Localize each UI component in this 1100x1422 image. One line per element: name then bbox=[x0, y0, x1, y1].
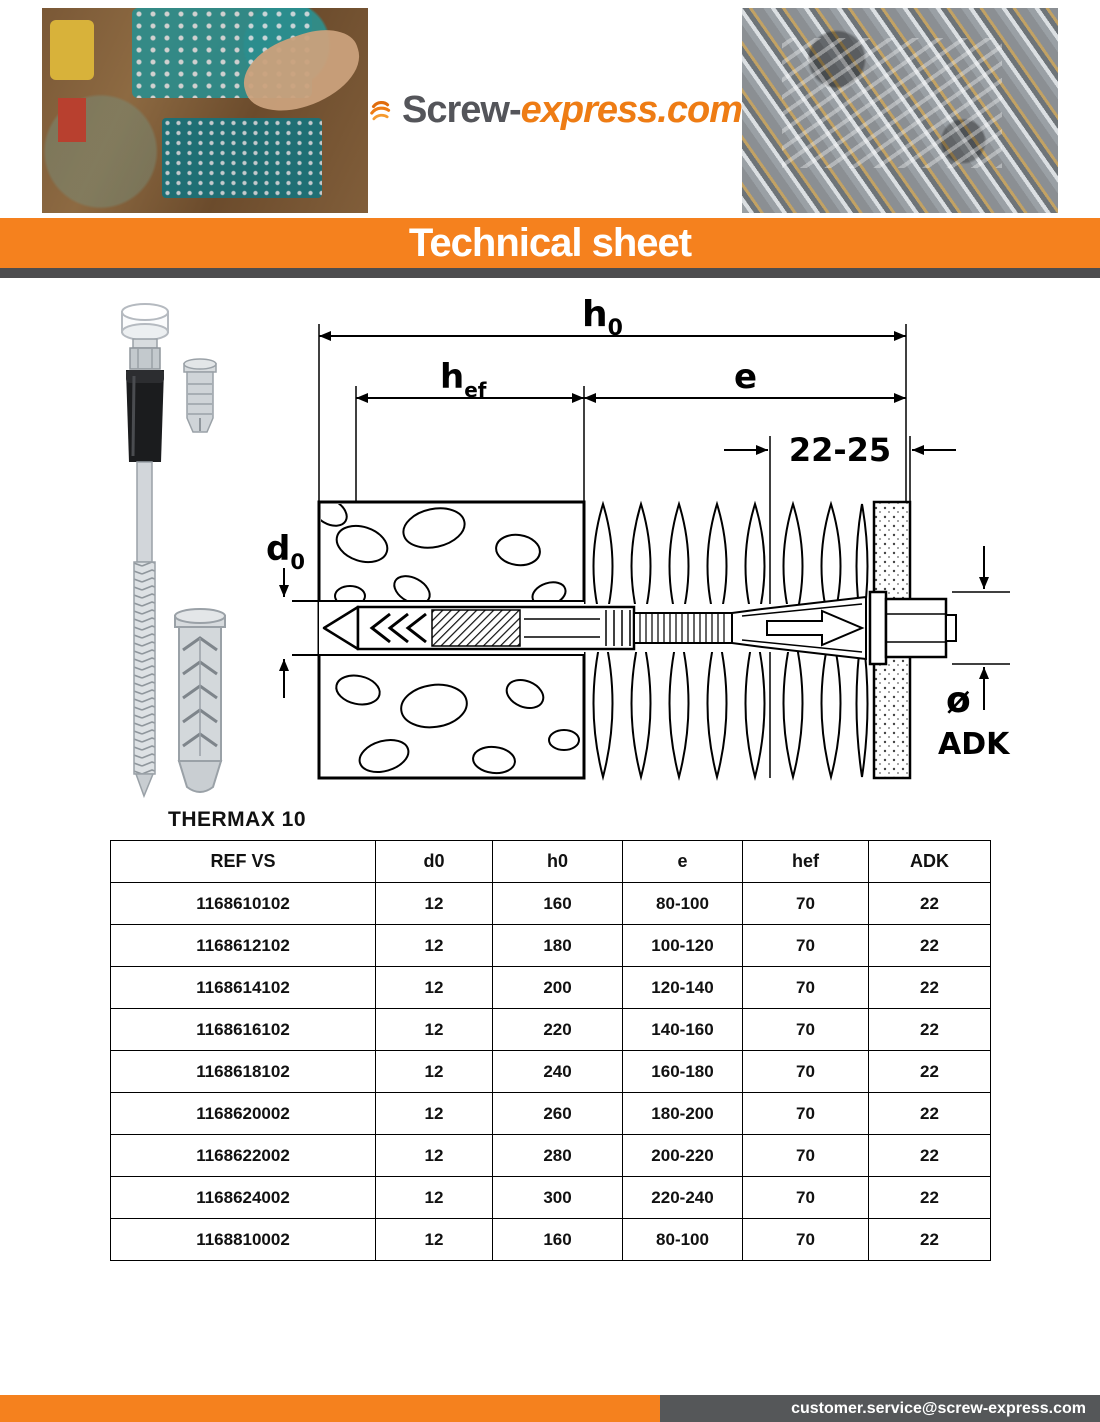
hex-nut bbox=[886, 599, 946, 657]
table-cell: 180 bbox=[493, 925, 623, 967]
footer-gray-bar bbox=[660, 1395, 1100, 1422]
logo-text bbox=[402, 89, 742, 132]
table-cell: 140-160 bbox=[623, 1009, 743, 1051]
spec-table-header-row bbox=[111, 841, 991, 883]
table-cell: 22 bbox=[869, 1219, 991, 1261]
product-title: THERMAX 10 bbox=[168, 808, 307, 831]
footer-email-link[interactable]: customer.service@screw-express.com bbox=[791, 1399, 1086, 1417]
table-cell: 1168624002 bbox=[111, 1177, 376, 1219]
table-cell: 12 bbox=[376, 1219, 493, 1261]
table-cell: 1168620002 bbox=[111, 1093, 376, 1135]
banner bbox=[0, 218, 1100, 268]
column-header: REF VS bbox=[111, 841, 376, 883]
table-cell: 12 bbox=[376, 1177, 493, 1219]
table-cell: 260 bbox=[493, 1093, 623, 1135]
table-cell: 12 bbox=[376, 967, 493, 1009]
logo-area bbox=[368, 8, 742, 213]
table-cell: 70 bbox=[743, 1219, 869, 1261]
table-cell: 1168622002 bbox=[111, 1135, 376, 1177]
table-cell: 1168612102 bbox=[111, 925, 376, 967]
table-row bbox=[111, 1177, 991, 1219]
table-cell: 160 bbox=[493, 1219, 623, 1261]
divider-strip bbox=[0, 268, 1100, 278]
tape-measure-image bbox=[50, 20, 94, 80]
workbench-photo bbox=[42, 8, 368, 213]
table-cell: 22 bbox=[869, 1009, 991, 1051]
dim-label-d0: $d_0$ bbox=[266, 529, 305, 574]
table-cell: 100-120 bbox=[623, 925, 743, 967]
table-cell: 22 bbox=[869, 1177, 991, 1219]
table-cell: 12 bbox=[376, 1051, 493, 1093]
column-header: ADK bbox=[869, 841, 991, 883]
table-cell: 80-100 bbox=[623, 1219, 743, 1261]
table-cell: 22 bbox=[869, 883, 991, 925]
table-row bbox=[111, 883, 991, 925]
footer bbox=[0, 1395, 1100, 1422]
expansion-zone bbox=[432, 610, 520, 646]
table-cell: 1168618102 bbox=[111, 1051, 376, 1093]
column-header: e bbox=[623, 841, 743, 883]
anchor-cross-section-diagram bbox=[262, 298, 1022, 803]
table-cell: 200-220 bbox=[623, 1135, 743, 1177]
table-cell: 12 bbox=[376, 883, 493, 925]
spec-table-body bbox=[111, 883, 991, 1261]
screw-tray-image bbox=[162, 118, 322, 198]
table-cell: 1168810002 bbox=[111, 1219, 376, 1261]
table-cell: 70 bbox=[743, 883, 869, 925]
frame-screw-illustration bbox=[122, 304, 168, 796]
threaded-rod bbox=[634, 613, 732, 643]
wall-plug-small-illustration bbox=[184, 359, 216, 432]
header bbox=[42, 8, 1058, 213]
screws-photo bbox=[742, 8, 1058, 213]
bolt-end bbox=[946, 615, 956, 641]
table-cell: 280 bbox=[493, 1135, 623, 1177]
table-cell: 12 bbox=[376, 1009, 493, 1051]
wall-plug-large-illustration bbox=[175, 609, 225, 792]
dim-label-adk: ADK bbox=[938, 727, 1010, 762]
spec-table bbox=[110, 840, 991, 1261]
table-cell: 1168616102 bbox=[111, 1009, 376, 1051]
dim-label-hef: $h_{ef}$ bbox=[440, 357, 487, 402]
dim-label-h0: $h_0$ bbox=[582, 298, 623, 341]
table-cell: 120-140 bbox=[623, 967, 743, 1009]
table-cell: 70 bbox=[743, 925, 869, 967]
column-header: h0 bbox=[493, 841, 623, 883]
table-cell: 160 bbox=[493, 883, 623, 925]
table-cell: 300 bbox=[493, 1177, 623, 1219]
table-cell: 220 bbox=[493, 1009, 623, 1051]
table-row bbox=[111, 1219, 991, 1261]
footer-orange-bar bbox=[0, 1395, 660, 1422]
table-cell: 240 bbox=[493, 1051, 623, 1093]
table-cell: 70 bbox=[743, 967, 869, 1009]
column-header: hef bbox=[743, 841, 869, 883]
table-cell: 12 bbox=[376, 925, 493, 967]
logo-brand-prefix: Screw- bbox=[402, 89, 521, 131]
table-cell: 1168614102 bbox=[111, 967, 376, 1009]
logo-brand-suffix: express.com bbox=[520, 89, 742, 131]
table-cell: 200 bbox=[493, 967, 623, 1009]
table-cell: 22 bbox=[869, 1093, 991, 1135]
screws-glint bbox=[782, 38, 1002, 168]
table-cell: 12 bbox=[376, 1135, 493, 1177]
table-cell: 70 bbox=[743, 1135, 869, 1177]
table-cell: 80-100 bbox=[623, 883, 743, 925]
column-header: d0 bbox=[376, 841, 493, 883]
table-cell: 70 bbox=[743, 1177, 869, 1219]
washer bbox=[870, 592, 886, 664]
dim-label-protrusion: 22-25 bbox=[788, 431, 892, 469]
table-cell: 22 bbox=[869, 1135, 991, 1177]
screw-express-logo-icon bbox=[368, 79, 392, 143]
table-row bbox=[111, 1051, 991, 1093]
table-row bbox=[111, 1093, 991, 1135]
table-row bbox=[111, 967, 991, 1009]
dim-label-e: e bbox=[734, 357, 758, 397]
table-cell: 12 bbox=[376, 1093, 493, 1135]
table-cell: 180-200 bbox=[623, 1093, 743, 1135]
banner-title: Technical sheet bbox=[408, 220, 692, 265]
diameter-symbol-label: ø bbox=[946, 680, 971, 721]
table-row bbox=[111, 1009, 991, 1051]
table-cell: 1168610102 bbox=[111, 883, 376, 925]
table-cell: 22 bbox=[869, 967, 991, 1009]
table-row bbox=[111, 1135, 991, 1177]
table-cell: 160-180 bbox=[623, 1051, 743, 1093]
table-cell: 22 bbox=[869, 925, 991, 967]
table-cell: 22 bbox=[869, 1051, 991, 1093]
table-row bbox=[111, 925, 991, 967]
table-cell: 70 bbox=[743, 1093, 869, 1135]
product-illustration bbox=[100, 296, 280, 816]
table-cell: 220-240 bbox=[623, 1177, 743, 1219]
table-cell: 70 bbox=[743, 1051, 869, 1093]
table-cell: 70 bbox=[743, 1009, 869, 1051]
